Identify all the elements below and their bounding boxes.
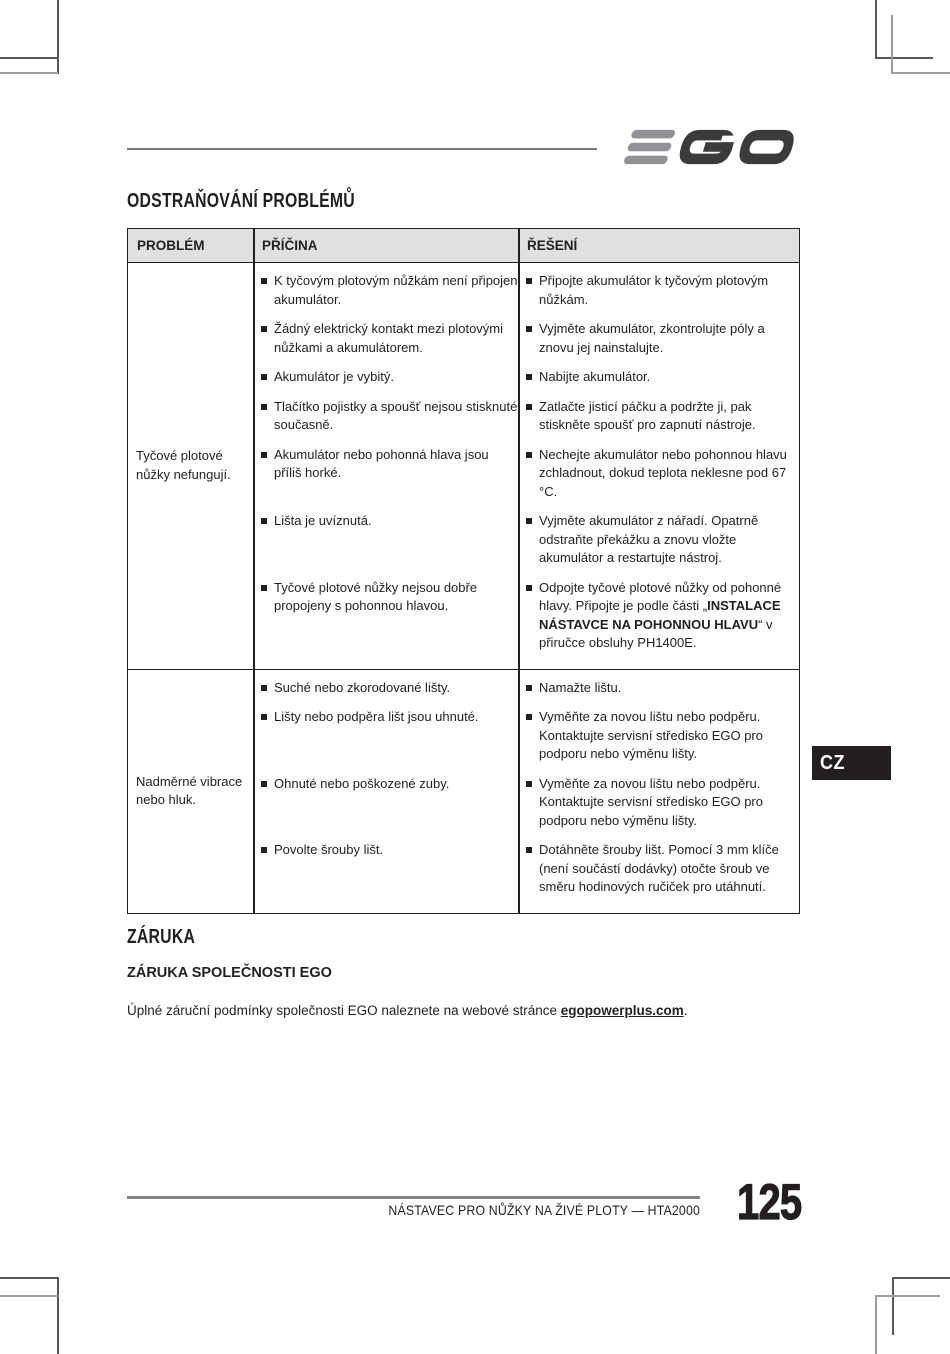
solution-item: Vyjměte akumulátor z nářadí. Opatrně odstraňte překážku a znovu vložte akumulátor a restartujte nástroj. [518, 512, 799, 568]
bullet-icon [526, 404, 532, 410]
table-column-divider [518, 229, 520, 913]
cause-item: Tyčové plotové nůžky nejsou dobře propojeny s pohonnou hlavou. [253, 579, 518, 653]
cause-solution-pair [253, 579, 799, 653]
ego-logo [622, 127, 798, 172]
bullet-icon [526, 847, 532, 853]
crop-mark-bottom-left [0, 1277, 58, 1279]
cause-solution-pair [253, 320, 799, 357]
solution-item: Připojte akumulátor k tyčovým plotovým nůžkám. [518, 272, 799, 309]
crop-mark-top-left [57, 0, 59, 74]
referenced-section-name: INSTALACE NÁSTAVCE NA POHONNOU HLAVU [539, 598, 781, 632]
bullet-icon [526, 326, 532, 332]
cause-solution-list [253, 263, 799, 669]
table-column-divider [253, 229, 255, 913]
crop-mark-bottom-left [0, 1295, 58, 1297]
warranty-link[interactable]: egopowerplus.com [560, 1002, 684, 1018]
warranty-subtitle: ZÁRUKA SPOLEČNOSTI EGO [127, 965, 332, 981]
bullet-icon [526, 518, 532, 524]
language-badge-label: CZ [820, 751, 845, 774]
bullet-icon [261, 404, 267, 410]
crop-mark-top-right [875, 57, 933, 59]
crop-mark-top-left [0, 72, 58, 74]
cause-item: Ohnuté nebo poškozené zuby. [253, 775, 518, 831]
page-number: 125 [737, 1174, 802, 1230]
crop-mark-bottom-right [892, 1277, 950, 1279]
footer-rule [127, 1196, 700, 1199]
cause-solution-pair [253, 775, 799, 831]
column-header-solution: ŘEŠENÍ [527, 238, 578, 253]
bullet-icon [526, 585, 532, 591]
solution-item: Vyjměte akumulátor, zkontrolujte póly a znovu jej nainstalujte. [518, 320, 799, 357]
logo-letter-g [676, 130, 740, 164]
cause-solution-pair [253, 708, 799, 764]
cause-item: Lišta je uvíznutá. [253, 512, 518, 568]
cause-item: Akumulátor je vybitý. [253, 368, 518, 387]
problem-cell [128, 263, 253, 669]
cause-item: Tlačítko pojistky a spoušť nejsou stisknuté současně. [253, 398, 518, 435]
bullet-icon [526, 374, 532, 380]
warranty-title: ZÁRUKA [127, 926, 196, 948]
bullet-icon [261, 585, 267, 591]
logo-letter-e [623, 130, 676, 164]
cause-solution-pair [253, 368, 799, 387]
table-header-row [128, 229, 799, 263]
cause-item: K tyčovým plotovým nůžkám není připojen akumulátor. [253, 272, 518, 309]
language-badge [812, 746, 891, 780]
crop-mark-top-left [0, 57, 58, 59]
bullet-icon [261, 781, 267, 787]
bullet-icon [261, 374, 267, 380]
bullet-icon [526, 278, 532, 284]
warranty-body: Úplné záruční podmínky společnosti EGO naleznete na webové stránce egopowerplus.com. [127, 1002, 688, 1018]
solution-item: Vyměňte za novou lištu nebo podpěru. Kontaktujte servisní středisko EGO pro podporu nebo výměnu lišty. [518, 775, 799, 831]
problem-cell [128, 670, 253, 913]
table-row [128, 669, 799, 913]
bullet-icon [526, 714, 532, 720]
crop-mark-top-right [891, 15, 893, 74]
cause-solution-pair [253, 272, 799, 309]
table-row [128, 263, 799, 669]
bullet-icon [261, 452, 267, 458]
solution-item: Vyměňte za novou lištu nebo podpěru. Kontaktujte servisní středisko EGO pro podporu nebo výměnu lišty. [518, 708, 799, 764]
bullet-icon [261, 685, 267, 691]
crop-mark-bottom-right [875, 1295, 877, 1354]
bullet-icon [261, 714, 267, 720]
cause-item: Žádný elektrický kontakt mezi plotovými nůžkami a akumulátorem. [253, 320, 518, 357]
crop-mark-bottom-right [875, 1295, 940, 1297]
troubleshooting-table [127, 228, 800, 914]
footer-doc-title: NÁSTAVEC PRO NŮŽKY NA ŽIVÉ PLOTY — HTA2000 [388, 1202, 700, 1218]
solution-item: Nechejte akumulátor nebo pohonnou hlavu zchladnout, dokud teplota neklesne pod 67 °C. [518, 446, 799, 502]
problem-text: Nadměrné vibrace nebo hluk. [136, 773, 243, 807]
solution-item: Zatlačte jisticí páčku a podržte ji, pak stiskněte spoušť pro zapnutí nástroje. [518, 398, 799, 435]
bullet-icon [526, 452, 532, 458]
solution-item: Nabijte akumulátor. [518, 368, 799, 387]
cause-solution-pair [253, 679, 799, 698]
cause-solution-pair [253, 841, 799, 897]
column-header-cause: PŘÍČINA [262, 238, 318, 253]
cause-solution-pair [253, 512, 799, 568]
bullet-icon [261, 847, 267, 853]
page-title: ODSTRAŇOVÁNÍ PROBLÉMŮ [127, 190, 355, 212]
column-header-problem: PROBLÉM [137, 238, 205, 253]
cause-item: Suché nebo zkorodované lišty. [253, 679, 518, 698]
solution-item: Odpojte tyčové plotové nůžky od pohonné hlavy. Připojte je podle části „INSTALACE NÁSTAVCE NA POHONNOU HLAVU“ v přiručce obsluhy PH1400E. [518, 579, 799, 653]
ego-logo-icon [622, 127, 798, 167]
logo-letter-o [736, 130, 797, 164]
solution-item: Dotáhněte šrouby lišt. Pomocí 3 mm klíče (není součástí dodávky) otočte šroub ve směru hodinových ručiček pro utáhnutí. [518, 841, 799, 897]
solution-item: Namažte lištu. [518, 679, 799, 698]
bullet-icon [526, 781, 532, 787]
crop-mark-bottom-right [892, 1277, 894, 1335]
bullet-icon [526, 685, 532, 691]
bullet-icon [261, 326, 267, 332]
crop-mark-bottom-left [57, 1277, 59, 1354]
cause-solution-list [253, 670, 799, 913]
cause-solution-pair [253, 398, 799, 435]
header-rule [127, 148, 597, 150]
bullet-icon [261, 518, 267, 524]
problem-text: Tyčové plotové nůžky nefungují. [136, 448, 231, 482]
cause-item: Povolte šrouby lišt. [253, 841, 518, 897]
cause-item: Akumulátor nebo pohonná hlava jsou příliš horké. [253, 446, 518, 502]
bullet-icon [261, 278, 267, 284]
cause-solution-pair [253, 446, 799, 502]
crop-mark-top-right [891, 72, 950, 74]
crop-mark-top-right [875, 0, 877, 58]
cause-item: Lišty nebo podpěra lišt jsou uhnuté. [253, 708, 518, 764]
